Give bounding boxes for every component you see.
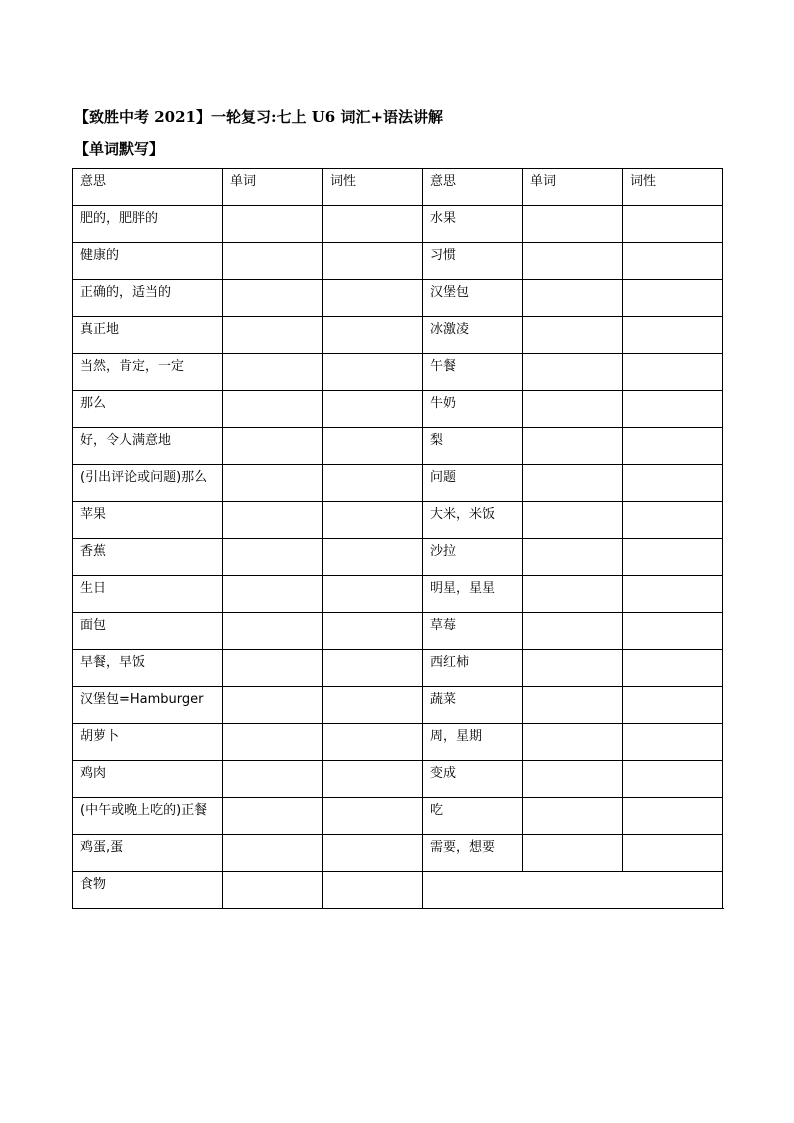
meaning-cell-text: 早餐，早饭 [80, 655, 146, 669]
word-answer-cell[interactable] [223, 465, 323, 502]
meaning-cell [73, 280, 223, 317]
meaning-cell [423, 798, 523, 835]
meaning-cell [423, 391, 523, 428]
word-answer-cell[interactable] [223, 835, 323, 872]
vocabulary-table [72, 168, 723, 909]
meaning-cell-text: 香蕉 [80, 544, 107, 558]
word-answer-cell[interactable] [523, 761, 623, 798]
word-answer-cell[interactable] [523, 576, 623, 613]
table-row [73, 428, 723, 465]
meaning-cell-text: 好，令人满意地 [80, 433, 172, 447]
meaning-cell [73, 724, 223, 761]
column-header-text: 意思 [430, 174, 457, 188]
meaning-cell [73, 798, 223, 835]
meaning-cell [73, 835, 223, 872]
meaning-cell-text: 变成 [430, 766, 457, 780]
word-answer-cell[interactable] [523, 798, 623, 835]
meaning-cell-text: 问题 [430, 470, 457, 484]
part-of-speech-answer-cell[interactable] [323, 687, 423, 724]
word-answer-cell[interactable] [223, 613, 323, 650]
meaning-cell-text: 食物 [80, 877, 107, 891]
meaning-cell [423, 613, 523, 650]
part-of-speech-answer-cell[interactable] [623, 724, 723, 761]
table-row [73, 724, 723, 761]
table-row [73, 391, 723, 428]
meaning-cell-text: 周，星期 [430, 729, 483, 743]
word-answer-cell[interactable] [523, 206, 623, 243]
meaning-cell [73, 650, 223, 687]
meaning-cell-text: 冰激凌 [430, 322, 470, 336]
word-answer-cell[interactable] [523, 724, 623, 761]
part-of-speech-answer-cell[interactable] [323, 724, 423, 761]
table-row [73, 687, 723, 724]
part-of-speech-answer-cell[interactable] [623, 650, 723, 687]
word-answer-cell[interactable] [523, 613, 623, 650]
table-row [73, 317, 723, 354]
meaning-cell [423, 502, 523, 539]
meaning-cell-text: 水果 [430, 211, 457, 225]
meaning-cell [423, 465, 523, 502]
meaning-cell [423, 280, 523, 317]
meaning-cell [423, 576, 523, 613]
table-row [73, 576, 723, 613]
part-of-speech-answer-cell[interactable] [323, 243, 423, 280]
meaning-cell-text: 沙拉 [430, 544, 457, 558]
word-answer-cell[interactable] [223, 280, 323, 317]
part-of-speech-answer-cell[interactable] [323, 280, 423, 317]
meaning-cell-text: 生日 [80, 581, 107, 595]
meaning-cell-text: 鸡肉 [80, 766, 107, 780]
column-header [223, 169, 323, 206]
meaning-cell-text: (引出评论或问题)那么 [80, 470, 208, 484]
part-of-speech-answer-cell[interactable] [323, 428, 423, 465]
meaning-cell [73, 243, 223, 280]
column-header [423, 169, 523, 206]
column-header-text: 意思 [80, 174, 107, 188]
table-row [73, 835, 723, 872]
meaning-cell [423, 687, 523, 724]
meaning-cell [423, 539, 523, 576]
word-answer-cell[interactable] [223, 243, 323, 280]
word-answer-cell[interactable] [523, 465, 623, 502]
column-header-text: 词性 [630, 174, 657, 188]
word-answer-cell[interactable] [223, 798, 323, 835]
empty-merged-cell [423, 872, 723, 909]
meaning-cell-text: 健康的 [80, 248, 120, 262]
part-of-speech-answer-cell[interactable] [323, 576, 423, 613]
vocabulary-table-body [73, 169, 723, 909]
word-answer-cell[interactable] [223, 206, 323, 243]
meaning-cell [423, 243, 523, 280]
meaning-cell [73, 465, 223, 502]
meaning-cell [423, 761, 523, 798]
section-title: 【单词默写】 [74, 140, 165, 158]
word-answer-cell[interactable] [523, 391, 623, 428]
table-row [73, 502, 723, 539]
meaning-cell [423, 650, 523, 687]
part-of-speech-answer-cell[interactable] [323, 650, 423, 687]
part-of-speech-answer-cell[interactable] [623, 835, 723, 872]
part-of-speech-answer-cell[interactable] [623, 798, 723, 835]
part-of-speech-answer-cell[interactable] [623, 687, 723, 724]
meaning-cell [423, 206, 523, 243]
word-answer-cell[interactable] [223, 576, 323, 613]
meaning-cell-text: 正确的，适当的 [80, 285, 172, 299]
word-answer-cell[interactable] [223, 539, 323, 576]
word-answer-cell[interactable] [523, 835, 623, 872]
meaning-cell-text: 真正地 [80, 322, 120, 336]
meaning-cell-text: 当然，肯定，一定 [80, 359, 185, 373]
word-answer-cell[interactable] [223, 687, 323, 724]
meaning-cell [423, 354, 523, 391]
part-of-speech-answer-cell[interactable] [623, 465, 723, 502]
column-header-text: 词性 [330, 174, 357, 188]
meaning-cell [73, 502, 223, 539]
column-header [523, 169, 623, 206]
meaning-cell-text: 习惯 [430, 248, 457, 262]
part-of-speech-answer-cell[interactable] [323, 502, 423, 539]
part-of-speech-answer-cell[interactable] [323, 761, 423, 798]
word-answer-cell[interactable] [223, 724, 323, 761]
meaning-cell [73, 687, 223, 724]
table-row [73, 539, 723, 576]
meaning-cell [73, 761, 223, 798]
meaning-cell-text: 牛奶 [430, 396, 457, 410]
word-answer-cell[interactable] [223, 761, 323, 798]
column-header [623, 169, 723, 206]
meaning-cell-text: 胡萝卜 [80, 729, 120, 743]
column-header-text: 单词 [230, 174, 257, 188]
word-answer-cell[interactable] [223, 650, 323, 687]
table-row [73, 280, 723, 317]
part-of-speech-answer-cell[interactable] [323, 354, 423, 391]
meaning-cell [73, 317, 223, 354]
word-answer-cell[interactable] [223, 317, 323, 354]
part-of-speech-answer-cell[interactable] [623, 243, 723, 280]
meaning-cell-text: 梨 [430, 433, 444, 447]
table-row [73, 243, 723, 280]
meaning-cell [73, 391, 223, 428]
meaning-cell [423, 428, 523, 465]
part-of-speech-answer-cell[interactable] [623, 317, 723, 354]
part-of-speech-answer-cell[interactable] [623, 206, 723, 243]
meaning-cell [73, 539, 223, 576]
part-of-speech-answer-cell[interactable] [623, 354, 723, 391]
meaning-cell-text: 蔬菜 [430, 692, 457, 706]
meaning-cell [73, 428, 223, 465]
meaning-cell [73, 206, 223, 243]
word-answer-cell[interactable] [523, 687, 623, 724]
part-of-speech-answer-cell[interactable] [623, 502, 723, 539]
part-of-speech-answer-cell[interactable] [623, 761, 723, 798]
part-of-speech-answer-cell[interactable] [623, 391, 723, 428]
meaning-cell-text: 汉堡包=Hamburger [80, 692, 204, 706]
meaning-cell-text: 汉堡包 [430, 285, 470, 299]
word-answer-cell[interactable] [523, 354, 623, 391]
word-answer-cell[interactable] [223, 502, 323, 539]
document-title: 【致胜中考 2021】一轮复习:七上 U6 词汇+语法讲解 [74, 108, 444, 126]
column-header-text: 单词 [530, 174, 557, 188]
meaning-cell-text: 肥的，肥胖的 [80, 211, 159, 225]
part-of-speech-answer-cell[interactable] [623, 613, 723, 650]
part-of-speech-answer-cell[interactable] [323, 391, 423, 428]
part-of-speech-answer-cell[interactable] [323, 539, 423, 576]
part-of-speech-answer-cell[interactable] [323, 206, 423, 243]
part-of-speech-answer-cell[interactable] [323, 465, 423, 502]
column-header [73, 169, 223, 206]
part-of-speech-answer-cell[interactable] [323, 835, 423, 872]
meaning-cell-text: 西红柿 [430, 655, 470, 669]
part-of-speech-answer-cell[interactable] [323, 317, 423, 354]
meaning-cell-text: 午餐 [430, 359, 457, 373]
table-header-row [73, 169, 723, 206]
table-row [73, 650, 723, 687]
meaning-cell [73, 354, 223, 391]
meaning-cell-text: 大米，米饭 [430, 507, 496, 521]
word-answer-cell[interactable] [223, 428, 323, 465]
part-of-speech-answer-cell[interactable] [323, 798, 423, 835]
table-row [73, 761, 723, 798]
word-answer-cell[interactable] [523, 317, 623, 354]
meaning-cell-text: (中午或晚上吃的)正餐 [80, 803, 208, 817]
word-answer-cell[interactable] [223, 391, 323, 428]
meaning-cell [73, 576, 223, 613]
meaning-cell-text: 草莓 [430, 618, 457, 632]
word-answer-cell[interactable] [223, 354, 323, 391]
word-answer-cell[interactable] [523, 502, 623, 539]
table-row [73, 872, 723, 909]
meaning-cell-text: 明星，星星 [430, 581, 496, 595]
part-of-speech-answer-cell[interactable] [323, 613, 423, 650]
part-of-speech-answer-cell[interactable] [623, 576, 723, 613]
meaning-cell-text: 需要，想要 [430, 840, 496, 854]
table-row [73, 465, 723, 502]
part-of-speech-answer-cell[interactable] [323, 872, 423, 909]
meaning-cell-text: 那么 [80, 396, 107, 410]
part-of-speech-answer-cell[interactable] [623, 539, 723, 576]
meaning-cell [423, 835, 523, 872]
meaning-cell-text: 苹果 [80, 507, 107, 521]
meaning-cell-text: 鸡蛋,蛋 [80, 840, 124, 854]
table-row [73, 354, 723, 391]
column-header [323, 169, 423, 206]
word-answer-cell[interactable] [523, 539, 623, 576]
table-row [73, 613, 723, 650]
word-answer-cell[interactable] [523, 280, 623, 317]
meaning-cell [73, 613, 223, 650]
table-row [73, 206, 723, 243]
meaning-cell [423, 724, 523, 761]
word-answer-cell[interactable] [223, 872, 323, 909]
part-of-speech-answer-cell[interactable] [623, 428, 723, 465]
meaning-cell-text: 面包 [80, 618, 107, 632]
word-answer-cell[interactable] [523, 428, 623, 465]
meaning-cell [73, 872, 223, 909]
word-answer-cell[interactable] [523, 243, 623, 280]
meaning-cell [423, 317, 523, 354]
part-of-speech-answer-cell[interactable] [623, 280, 723, 317]
meaning-cell-text: 吃 [430, 803, 444, 817]
word-answer-cell[interactable] [523, 650, 623, 687]
table-row [73, 798, 723, 835]
